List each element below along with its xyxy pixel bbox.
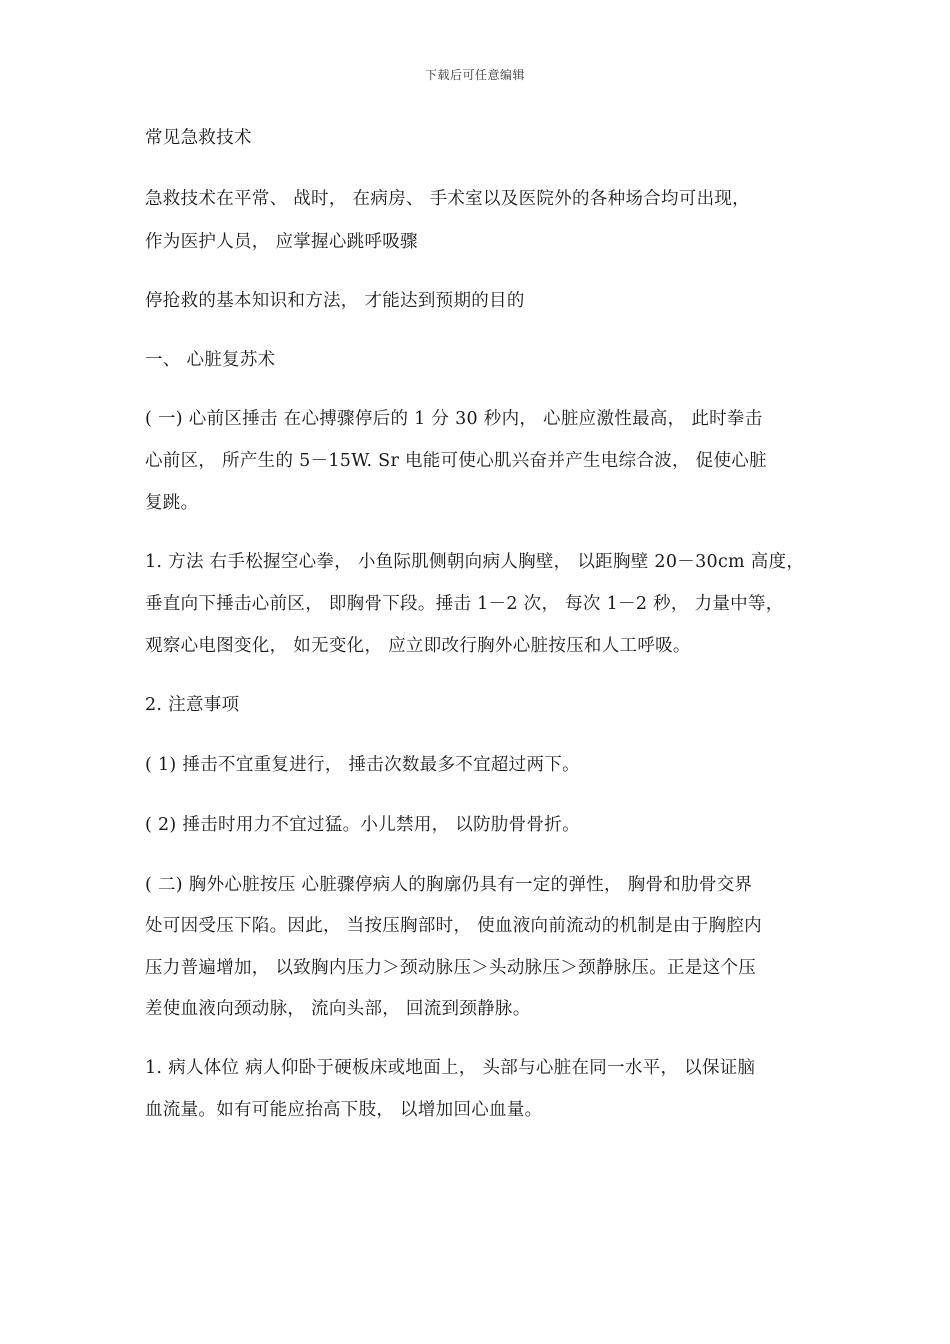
list-item: ( 1) 捶击不宜重复进行， 捶击次数最多不宜超过两下。 [145, 755, 580, 775]
paragraph-line: 1. 病人体位 病人仰卧于硬板床或地面上， 头部与心脏在同一水平， 以保证脑 [145, 1058, 756, 1078]
paragraph-line: 垂直向下捶击心前区， 即胸骨下段。捶击 1－2 次， 每次 1－2 秒， 力量中等， [145, 594, 784, 614]
paragraph-line: ( 二) 胸外心脏按压 心脏骤停病人的胸廓仍具有一定的弹性， 胸骨和肋骨交界 [145, 875, 753, 895]
paragraph-line: 差使血液向颈动脉， 流向头部， 回流到颈静脉。 [145, 999, 531, 1019]
paragraph-line: 急救技术在平常、 战时， 在病房、 手术室以及医院外的各种场合均可出现， [145, 189, 750, 209]
paragraph-line: 心前区， 所产生的 5－15W. Sr 电能可使心肌兴奋并产生电综合波， 促使心脏 [145, 451, 767, 471]
paragraph-line: 作为医护人员， 应掌握心跳呼吸骤 [145, 232, 418, 252]
paragraph-line: 血流量。如有可能应抬高下肢， 以增加回心血量。 [145, 1100, 543, 1120]
page-header: 下载后可任意编辑 [424, 68, 525, 82]
paragraph-line: 压力普遍增加， 以致胸内压力＞颈动脉压＞头动脉压＞颈静脉压。正是这个压 [145, 958, 757, 978]
doc-title: 常见急救技术 [145, 128, 252, 148]
paragraph-line: 处可因受压下陷。因此， 当按压胸部时， 使血液向前流动的机制是由于胸腔内 [145, 916, 762, 936]
paragraph-line: ( 一) 心前区捶击 在心搏骤停后的 1 分 30 秒内， 心脏应激性最高， 此时拳击 [145, 409, 763, 429]
paragraph-line: 观察心电图变化， 如无变化， 应立即改行胸外心脏按压和人工呼吸。 [145, 636, 691, 656]
paragraph-line: 1. 方法 右手松握空心拳， 小鱼际肌侧朝向病人胸壁， 以距胸壁 20－30cm 高度， [145, 552, 805, 572]
list-item: ( 2) 捶击时用力不宜过猛。小儿禁用， 以防肋骨骨折。 [145, 815, 580, 835]
paragraph-line: 复跳。 [145, 493, 199, 513]
subsection-heading: 2. 注意事项 [145, 695, 240, 715]
section-heading: 一、 心脏复苏术 [145, 350, 276, 370]
paragraph-line: 停抢救的基本知识和方法， 才能达到预期的目的 [145, 291, 525, 311]
